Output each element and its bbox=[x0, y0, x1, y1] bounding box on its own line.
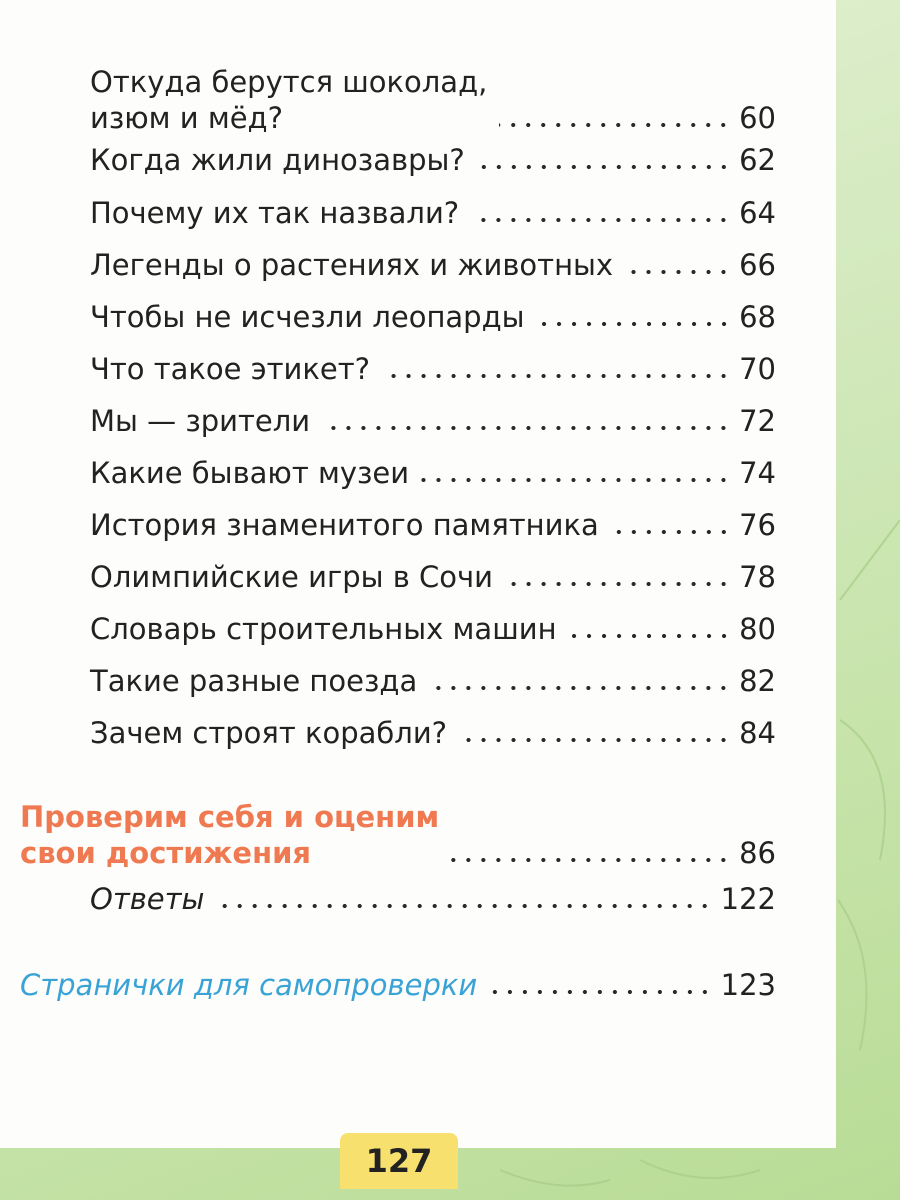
toc-entry[interactable] bbox=[90, 64, 776, 136]
answers-page: 122 bbox=[720, 882, 776, 916]
toc-entry-page: 72 bbox=[739, 404, 776, 438]
dot-leader bbox=[625, 270, 731, 274]
dot-leader bbox=[505, 582, 731, 586]
toc-entry[interactable] bbox=[90, 247, 776, 283]
toc-entry-page: 66 bbox=[739, 248, 776, 282]
dot-leader bbox=[382, 374, 731, 378]
dot-leader bbox=[429, 686, 731, 690]
toc-section-heading[interactable] bbox=[20, 799, 776, 871]
toc-entry-title: Что такое этикет? bbox=[90, 352, 371, 386]
toc-entry-page: 74 bbox=[739, 456, 776, 490]
toc-entry-title: Чтобы не исчезли леопарды bbox=[90, 300, 525, 334]
toc-entry[interactable] bbox=[90, 507, 776, 543]
toc-entry[interactable] bbox=[90, 559, 776, 595]
dot-leader bbox=[611, 530, 731, 534]
self-check-title: Странички для самопроверки bbox=[20, 968, 478, 1002]
toc-entry-title: Зачем строят корабли? bbox=[90, 716, 448, 750]
toc-entry-page: 68 bbox=[739, 300, 776, 334]
toc-entry-title: Мы — зрители bbox=[90, 404, 311, 438]
toc-entry-title: Откуда берутся шоколад, изюм и мёд? bbox=[90, 65, 488, 135]
toc-entry-page: 84 bbox=[739, 716, 776, 750]
toc-entry-title: Почему их так назвали? bbox=[90, 196, 460, 230]
toc-entry[interactable] bbox=[90, 403, 776, 439]
toc-entry-title: Словарь строительных машин bbox=[90, 612, 557, 646]
dot-leader bbox=[537, 322, 732, 326]
toc-entry-page: 70 bbox=[739, 352, 776, 386]
dot-leader bbox=[459, 738, 731, 742]
dot-leader bbox=[477, 165, 731, 169]
toc-entry-title: Олимпийские игры в Сочи bbox=[90, 560, 493, 594]
toc-entry-answers[interactable] bbox=[90, 881, 776, 917]
section-heading-page: 86 bbox=[739, 836, 776, 870]
toc-entry[interactable] bbox=[90, 455, 776, 491]
toc-entry[interactable] bbox=[90, 611, 776, 647]
toc-entry-page: 62 bbox=[739, 143, 776, 177]
dot-leader bbox=[421, 478, 731, 482]
page-number-badge: 127 bbox=[340, 1133, 458, 1189]
toc-entry[interactable] bbox=[90, 195, 776, 231]
dot-leader bbox=[489, 990, 712, 994]
toc-entry-title: Легенды о растениях и животных bbox=[90, 248, 614, 282]
toc-entry-page: 80 bbox=[739, 612, 776, 646]
toc-entry-page: 64 bbox=[739, 196, 776, 230]
dot-leader bbox=[499, 123, 731, 127]
dot-leader bbox=[569, 634, 732, 638]
dot-leader bbox=[322, 426, 731, 430]
toc-entry-page: 76 bbox=[739, 508, 776, 542]
dot-leader bbox=[216, 904, 712, 908]
toc-entry-page: 82 bbox=[739, 664, 776, 698]
answers-title: Ответы bbox=[90, 882, 205, 916]
toc-entry[interactable] bbox=[90, 663, 776, 699]
dot-leader bbox=[471, 218, 731, 222]
toc-entry-page: 78 bbox=[739, 560, 776, 594]
toc-entry[interactable] bbox=[90, 299, 776, 335]
toc-entry-title: Такие разные поезда bbox=[90, 664, 418, 698]
toc-entry-self-check[interactable] bbox=[20, 967, 776, 1003]
toc-entry-title: Когда жили динозавры? bbox=[90, 143, 465, 177]
self-check-page: 123 bbox=[720, 968, 776, 1002]
toc-entry[interactable] bbox=[90, 351, 776, 387]
dot-leader bbox=[451, 858, 731, 862]
toc-entry-title: История знаменитого памятника bbox=[90, 508, 599, 542]
toc-entry[interactable] bbox=[90, 142, 776, 178]
toc-entry[interactable] bbox=[90, 715, 776, 751]
section-heading-title: Проверим себя и оценим свои достижения bbox=[20, 800, 440, 870]
toc-entry-title: Какие бывают музеи bbox=[90, 456, 410, 490]
toc-entry-page: 60 bbox=[739, 101, 776, 135]
